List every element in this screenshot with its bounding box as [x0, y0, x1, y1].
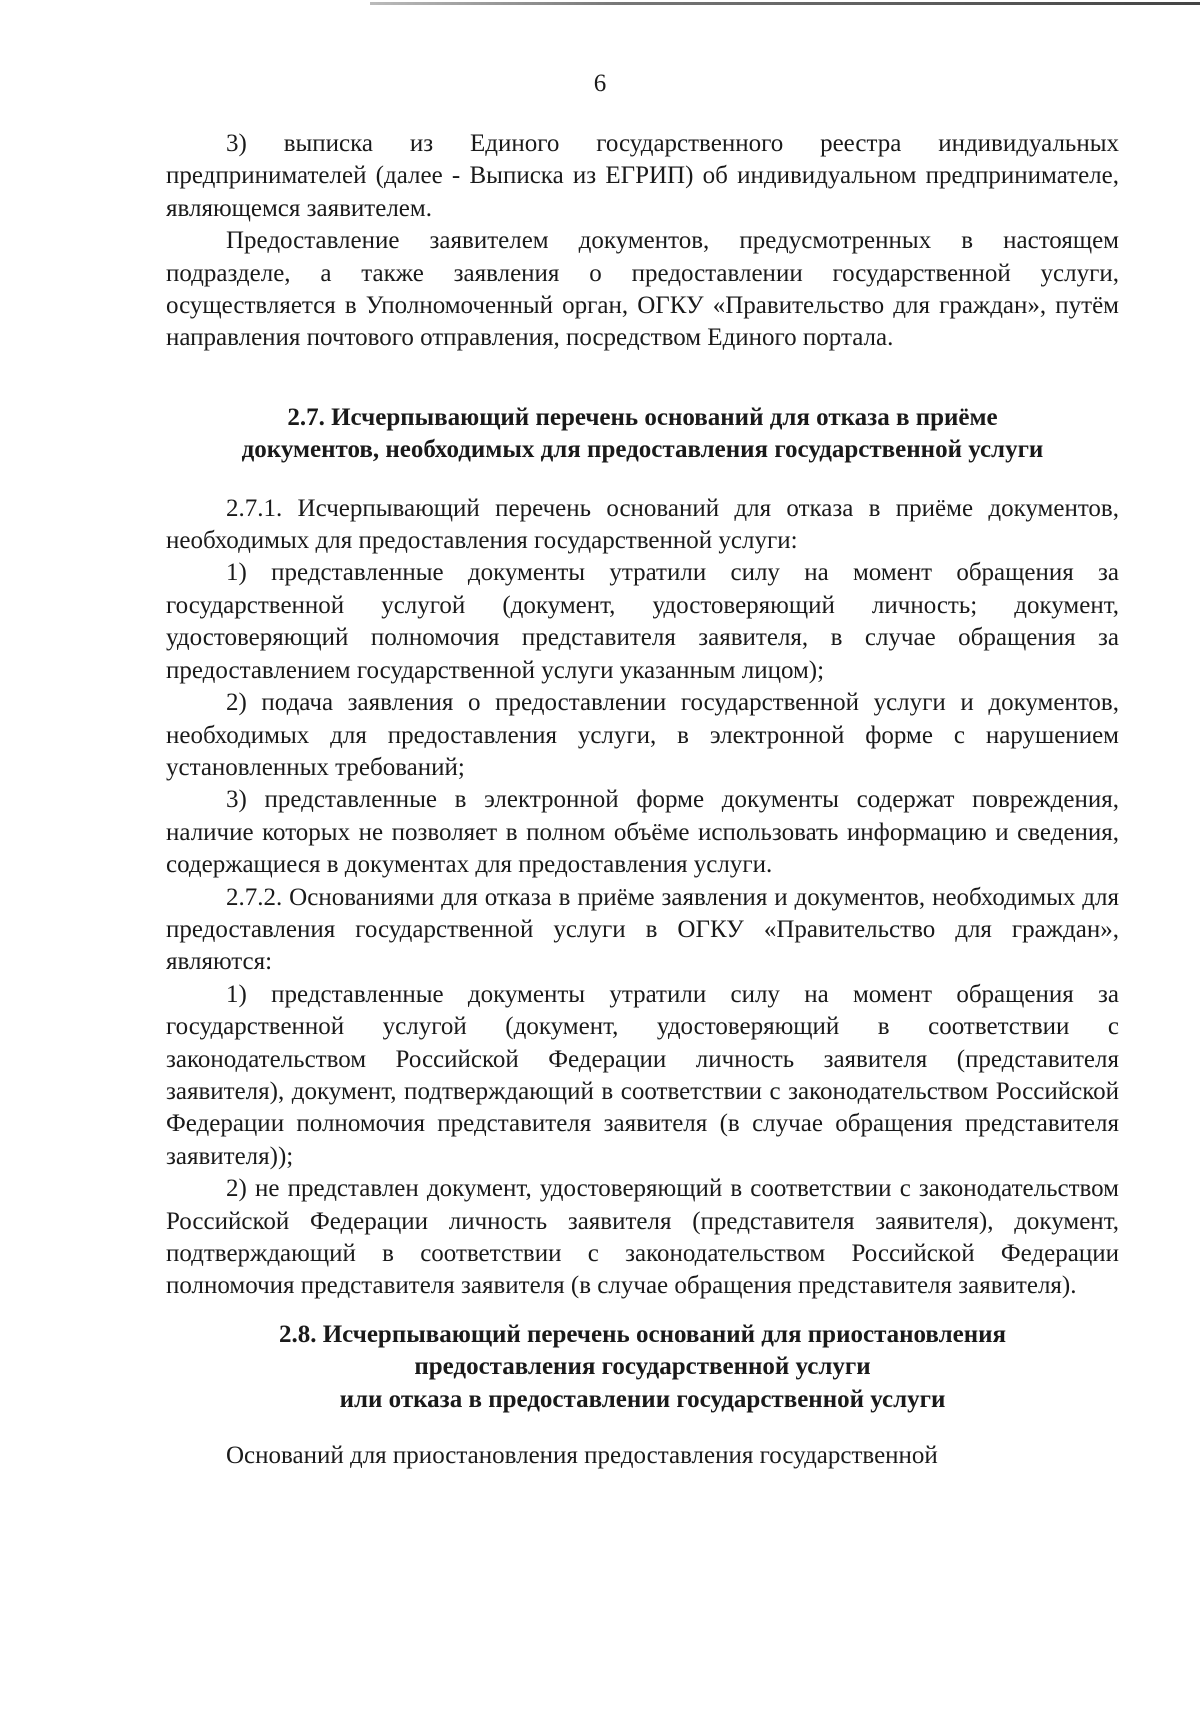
section-2-8-heading-line-3: или отказа в предоставлении государственной услуги	[339, 1385, 946, 1413]
paragraph-2-7-2-item-1: 1) представленные документы утратили силу на момент обращения за государственной услугой (документ, удостоверяющий в соответствии с законодательством Российской Федерации личность заявителя (представителя заявителя), документ, подтверждающий в соответствии с законодательством Российской Федерации полномочия представителя заявителя (в случае обращения представителя заявителя));	[166, 980, 1119, 1170]
section-2-8-heading	[166, 1319, 1119, 1416]
paragraph-2-7-1-item-2: 2) подача заявления о предоставлении государственной услуги и документов, необходимых для предоставления услуги, в электронной форме с нарушением установленных требований;	[166, 689, 1119, 781]
section-2-7-heading	[166, 402, 1119, 467]
paragraph-2-7-2-item-2: 2) не представлен документ, удостоверяющий в соответствии с законодательством Российской Федерации личность заявителя (представителя заявителя), документ, подтверждающий в соответствии с законодательством Российской Федерации полномочия представителя заявителя (в случае обращения представителя заявителя).	[166, 1175, 1119, 1300]
paragraph-2-7-2: 2.7.2. Основаниями для отказа в приёме заявления и документов, необходимых для предоставления государственной услуги в ОГКУ «Правительство для граждан», являются:	[166, 883, 1119, 976]
document-body	[166, 128, 1119, 1472]
page-number: 6	[593, 70, 607, 97]
section-2-7-heading-line-2: документов, необходимых для предоставления государственной услуги	[241, 436, 1044, 464]
paragraph-egrip-extract: 3) выписка из Единого государственного реестра индивидуальных предпринимателей (далее - Выписка из ЕГРИП) об индивидуальном предпринимателе, являющемся заявителем.	[166, 130, 1119, 222]
section-2-7-heading-line-1: 2.7. Исчерпывающий перечень оснований для отказа в приёме	[287, 403, 998, 431]
paragraph-2-7-1-item-3: 3) представленные в электронной форме документы содержат повреждения, наличие которых не позволяет в полном объёме использовать информацию и сведения, содержащиеся в документах для предоставления услуги.	[166, 786, 1119, 879]
paragraph-document-submission: Предоставление заявителем документов, предусмотренных в настоящем подразделе, а также заявления о предоставлении государственной услуги, осуществляется в Уполномоченный орган, ОГКУ «Правительство для граждан», путём направления почтового отправления, посредством Единого портала.	[166, 227, 1119, 352]
scan-edge-line	[370, 2, 1200, 5]
section-2-8-heading-line-2: предоставления государственной услуги	[414, 1353, 871, 1381]
paragraph-2-7-1: 2.7.1. Исчерпывающий перечень оснований для отказа в приёме документов, необходимых для предоставления государственной услуги:	[166, 494, 1119, 555]
paragraph-2-7-1-item-1: 1) представленные документы утратили силу на момент обращения за государственной услугой (документ, удостоверяющий личность; документ, удостоверяющий полномочия представителя заявителя, в случае обращения за предоставлением государственной услуги указанным лицом);	[166, 559, 1119, 684]
section-2-8-heading-line-1: 2.8. Исчерпывающий перечень оснований для приостановления	[278, 1320, 1007, 1348]
paragraph-2-8-start: Оснований для приостановления предоставления государственной	[226, 1442, 938, 1470]
